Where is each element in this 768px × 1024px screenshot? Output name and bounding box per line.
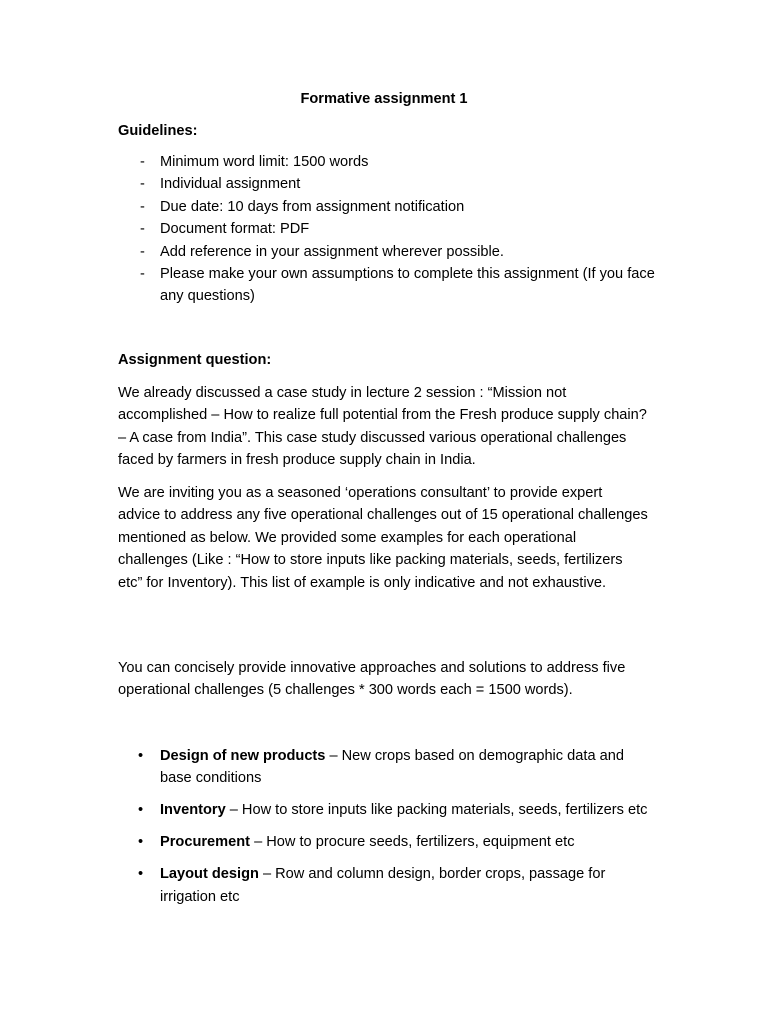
list-item: - Individual assignment: [118, 173, 658, 195]
list-item: [118, 799, 648, 821]
dash-marker: -: [140, 176, 145, 193]
dash-marker: -: [140, 221, 145, 238]
challenges-list: [118, 745, 648, 917]
challenge-term: Procurement: [160, 834, 251, 851]
challenge-term: Design of new products: [160, 748, 326, 764]
bullet-marker: •: [138, 802, 144, 819]
paragraph-case-study: We already discussed a case study in lecture 2 session : “Mission not accomplished – How to realize full potential from the Fresh produce supply chain? – A case from India”. This case study discussed various operational challenges faced by farmers in fresh produce supply chain in India.: [118, 385, 647, 469]
dash-marker: -: [140, 266, 145, 283]
challenge-desc: – How to procure seeds, fertilizers, equipment etc: [250, 834, 575, 851]
dash-marker: -: [140, 198, 145, 215]
challenge-desc: – Row and column design, border crops, passage for irrigation etc: [160, 866, 606, 905]
challenge-term: Inventory: [160, 802, 226, 819]
challenge-desc: – New crops based on demographic data and base conditions: [160, 748, 624, 787]
list-item: - Document format: PDF: [118, 218, 658, 240]
list-item: [118, 745, 648, 790]
question-heading: Assignment question:: [118, 352, 272, 368]
list-item: - Add reference in your assignment wherever possible.: [118, 241, 658, 263]
guidelines-heading: Guidelines:: [118, 123, 198, 139]
paragraph-consultant: We are inviting you as a seasoned ‘operations consultant’ to provide expert advice to address any five operational challenges out of 15 operational challenges mentioned as below. We provided some examples for each operational challenges (Like : “How to store inputs like packing materials, seeds, fertilizers etc” for Inventory). This list of example is only indicative and not exhaustive.: [118, 485, 648, 591]
guidelines-list: [118, 151, 658, 308]
dash-marker: -: [140, 243, 145, 260]
challenge-term: Layout design: [160, 866, 259, 883]
list-item: [118, 831, 648, 853]
bullet-marker: •: [138, 834, 144, 851]
list-item: - Minimum word limit: 1500 words: [118, 151, 658, 173]
challenge-desc: – How to store inputs like packing materials, seeds, fertilizers etc: [225, 802, 648, 819]
list-item: [118, 863, 648, 908]
document-title: Formative assignment 1: [300, 91, 468, 107]
list-item: - Due date: 10 days from assignment notification: [118, 196, 658, 218]
list-item: - Please make your own assumptions to complete this assignment (If you face any questions): [118, 263, 658, 308]
bullet-marker: •: [138, 866, 144, 883]
dash-marker: -: [140, 154, 145, 170]
paragraph-approach: You can concisely provide innovative approaches and solutions to address five operational challenges (5 challenges * 300 words each = 1500 words).: [118, 660, 626, 699]
bullet-marker: •: [138, 748, 144, 764]
